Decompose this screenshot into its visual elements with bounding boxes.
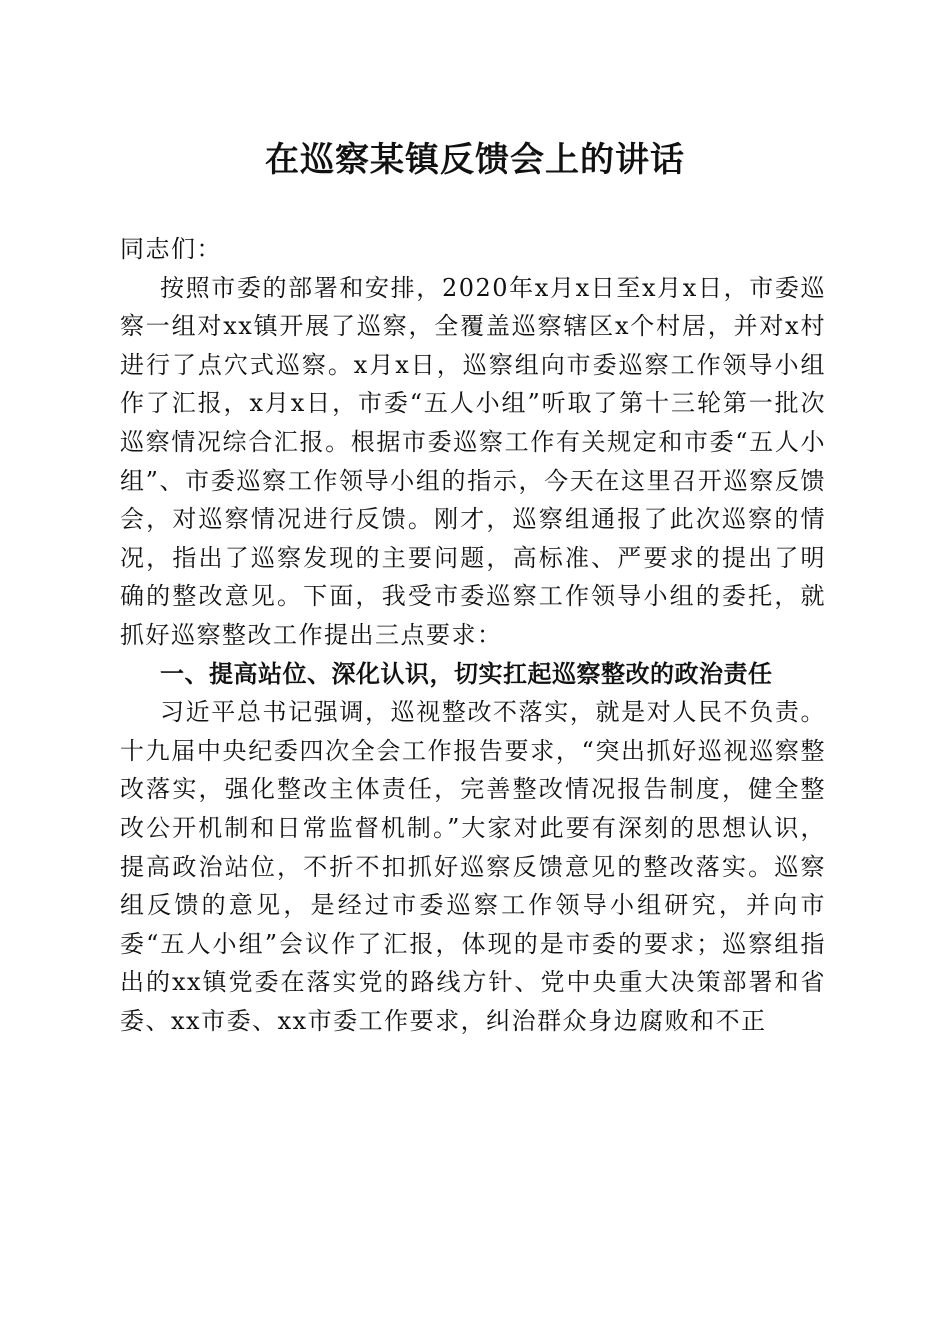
salutation: 同志们：: [120, 235, 222, 263]
document-title: 在巡察某镇反馈会上的讲话: [265, 140, 685, 180]
section-heading-1: 一、提高站位、深化认识，切实扛起巡察整改的政治责任: [160, 659, 773, 688]
paragraph-section-1: 习近平总书记强调，巡视整改不落实，就是对人民不负责。十九届中央纪委四次全会工作报告要求，“突出抓好巡视巡察整改落实，强化整改主体责任，完善整改情况报告制度，健全整改公开机制和日常监督机制。”大家对此要有深刻的思想认识，提高政治站位，不折不扣抓好巡察反馈意见的整改落实。巡察组反馈的意见，是经过市委巡察工作领导小组研究，并向市委“五人小组”会议作了汇报，体现的是市委的要求；巡察组指出的xx镇党委在落实党的路线方针、党中央重大决策部署和省委、xx市委、xx市委工作要求，纠治群众身边腐败和不正: [120, 698, 826, 1035]
paragraph-intro: 按照市委的部署和安排，2020年x月x日至x月x日，市委巡察一组对xx镇开展了巡察，全覆盖巡察辖区x个村居，并对x村进行了点穴式巡察。x月x日，巡察组向市委巡察工作领导小组作了汇报，x月x日，市委“五人小组”听取了第十三轮第一批次巡察情况综合汇报。根据市委巡察工作有关规定和市委“五人小组”、市委巡察工作领导小组的指示，今天在这里召开巡察反馈会，对巡察情况进行反馈。刚才，巡察组通报了此次巡察的情况，指出了巡察发现的主要问题，高标准、严要求的提出了明确的整改意见。下面，我受市委巡察工作领导小组的委托，就抓好巡察整改工作提出三点要求：: [120, 273, 826, 649]
document-body: [120, 230, 826, 1040]
